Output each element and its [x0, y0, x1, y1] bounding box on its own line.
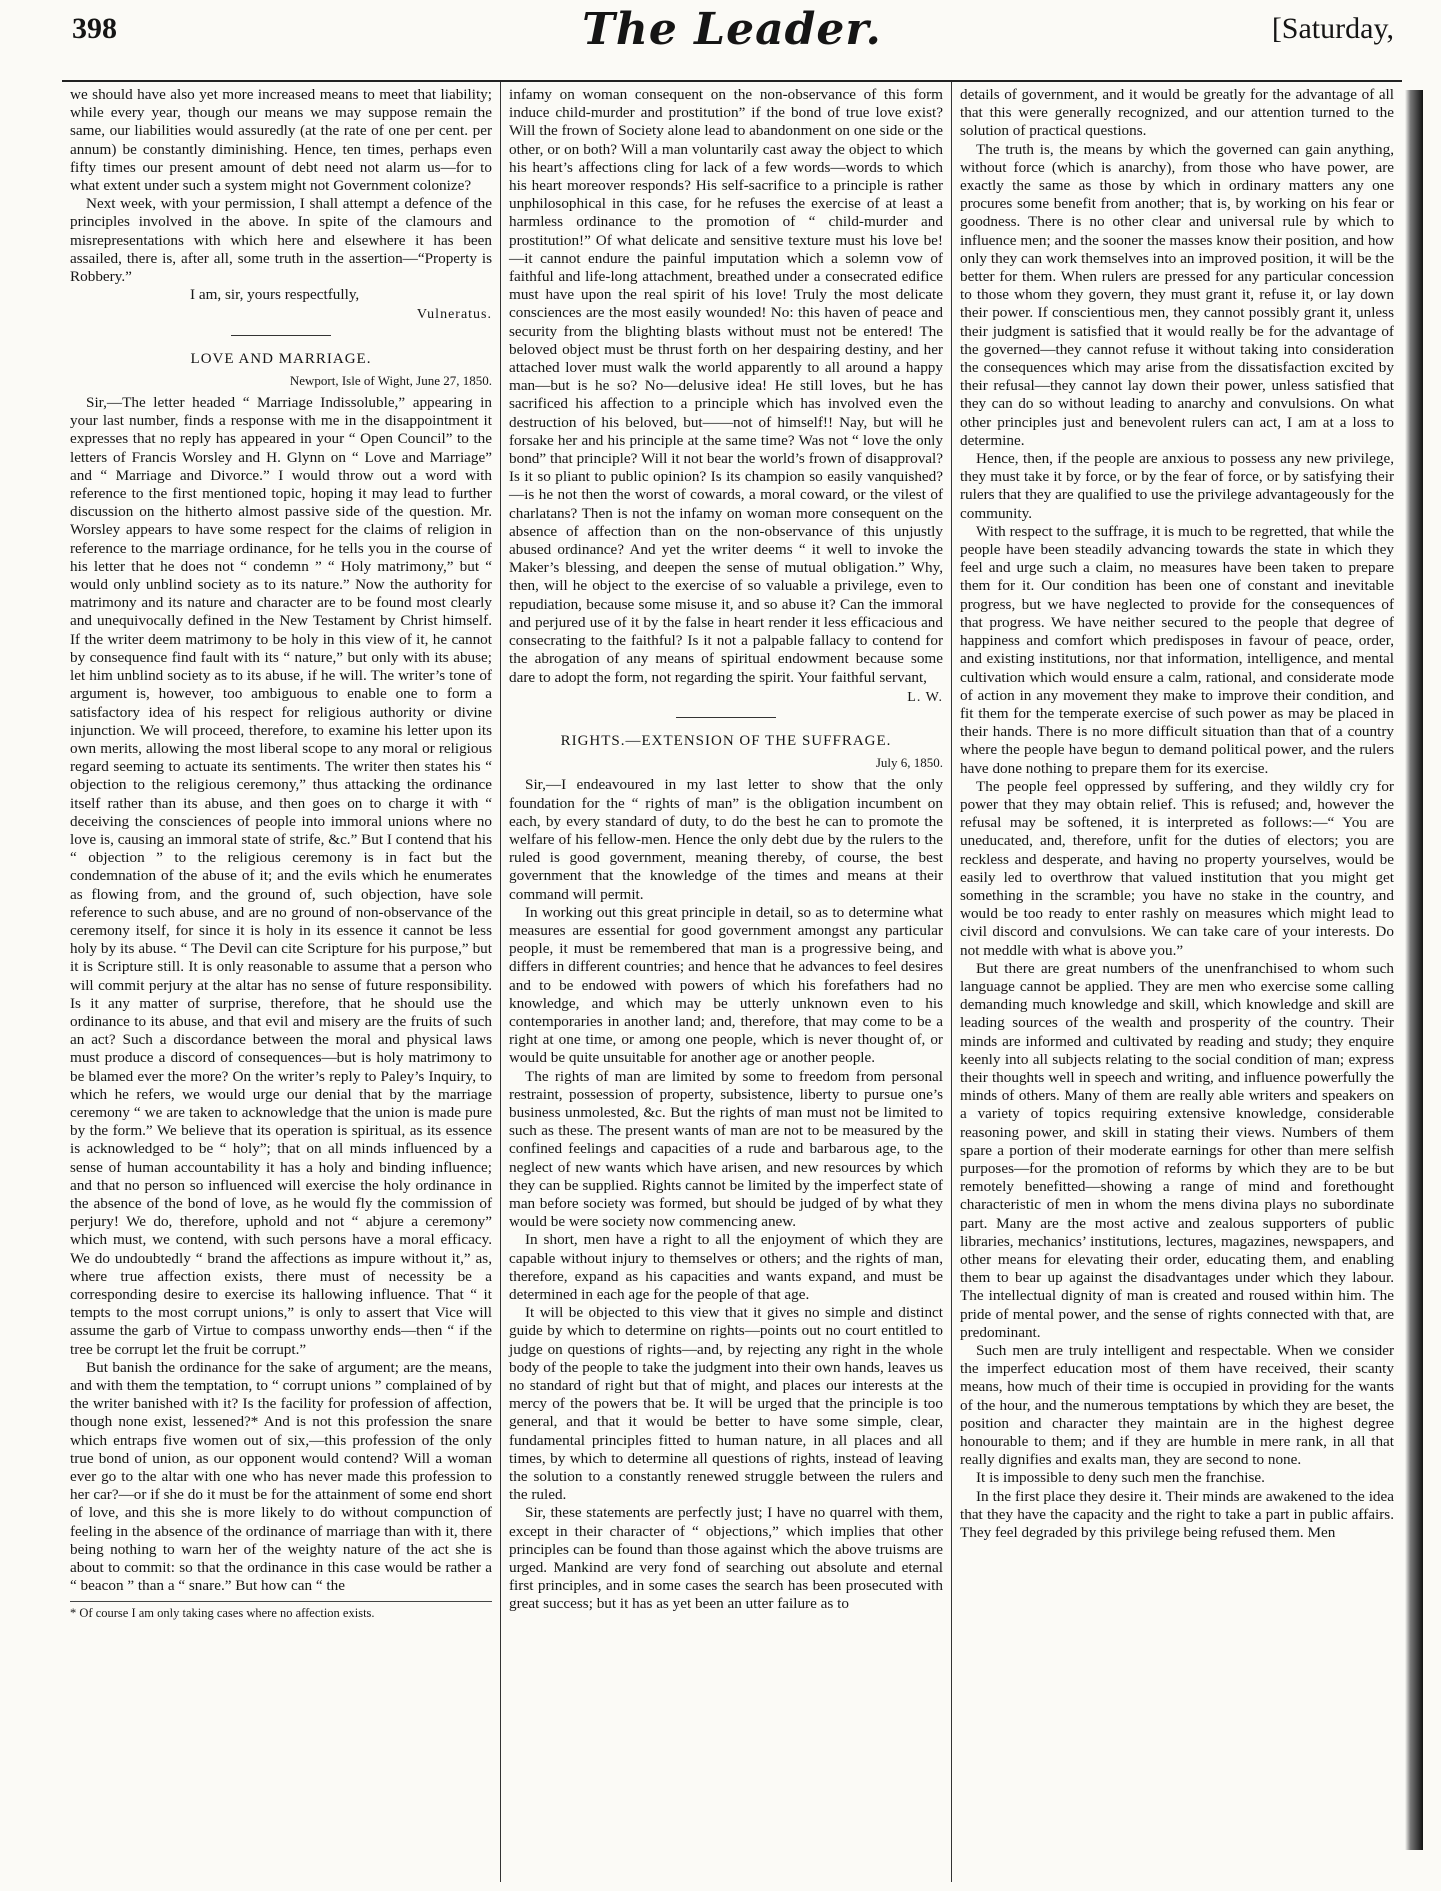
masthead [62, 0, 1402, 78]
column-3 [951, 82, 1402, 1882]
paragraph: In short, men have a right to all the enjoyment of which they are capable without injury to themselves or others; and the rights of man, therefore, expand as his capacities and wants expand, and must be determined in each age for the people of that age. [509, 1231, 943, 1303]
article-heading: LOVE AND MARRIAGE. [190, 350, 372, 367]
paragraph: we should have also yet more increased means to meet that liability; while every year, though our means we may suppose remain the same, our liabilities would assuredly (at the rate of one per cent. per annum) be constantly diminishing. Hence, ten times, perhaps even fifty times our present amount of debt need not alarm us—for to what extent under such a system might not Government colonize? [70, 86, 492, 195]
paragraph: infamy on woman consequent on the non-observance of this form induce child-murder and prostitution” if the bond of true love exist? Will the frown of Society alone lead to abandonment on one side or the other, or on both? Will a man voluntarily cast away the object to which his heart’s affections cling for lack of a few words—words to which his heart moreover responds? His self-sacrifice to a principle is rather unphilosophical in this case, for he refuses the exercise of at least a harmless ordinance to the promotion of “ child-murder and prostitution!” Of what delicate and sensitive texture must his love be!—it cannot endure the painful imputation which a solemn vow of faithful and life-long attachment, breathed under a consecrated edifice must have upon the real spirit of his love! Truly the most delicate consciences are the most easily wounded! No: this haven of peace and security from the blighting blasts without must not be entered! The beloved object must be thrust forth on her despairing destiny, and her attached lover must walk the world apparently to all around a happy man—but is he so? No—delusive idea! He still loves, but he has sacrificed his affection to a principle which has involved even the destruction of his beloved, but——not of himself!! Nay, but will he forsake her and his principle at the same time? Was not “ love the only bond” that principle? Will it not bear the world’s frown of disapproval? Is it so pliant to public opinion? Is its champion so easily vanquished?—is he not then the worst of cowards, a moral coward, or the vilest of charlatans? Then is not the infamy on woman more consequent on the absence of affection than on the non-observance of this unjustly abused ordinance? And yet the writer deems “ it well to invoke the Maker’s blessing, and deepen the sense of mutual obligation.” Why, then, will he object to the exercise of so valuable a privilege, even to repudiation, because some misuse it, and so abuse it? Can the immoral and perjured use of it by the false in heart render it less efficacious and consecrating to the faithful? Is it not a palpable fallacy to contend for the abrogation of any means of spiritual endowment because some dare to adopt the form, not regarding the spirit. Your faithful servant, [509, 86, 943, 686]
paragraph: details of government, and it would be greatly for the advantage of all that this were generally recognized, and our attention turned to the solution of practical questions. [960, 86, 1394, 140]
article-heading: RIGHTS.—EXTENSION OF THE SUFFRAGE. [560, 732, 892, 749]
issue-day: [Saturday, [1271, 12, 1394, 45]
paragraph: With respect to the suffrage, it is much to be regretted, that while the people have been steadily advancing towards the state in which they feel and urge such a claim, no measures have been taken to prepare them for it. Our condition has been one of constant and inevitable progress, but we have neglected to provide for the consequences of that progress. We have neither secured to the people that degree of happiness and comfort which predisposes in favour of peace, order, and existing institutions, nor that information, intelligence, and mental cultivation which would ensure a calm, rational, and considerate mode of action in any movement they make to improve their condition, and fit them for the temperate exercise of such power as may be placed in their hands. There is no more difficult situation than that of a country where the people have begun to demand political power, and the rulers have done nothing to prepare them for its exercise. [960, 522, 1394, 777]
paragraph: Sir,—I endeavoured in my last letter to show that the only foundation for the “ rights of man” is the obligation incumbent on each, by every standard of duty, to do the best he can to promote the welfare of his fellow-men. Hence the only debt due by the rulers to the ruled is good government, meaning thereby, of course, the best government that the knowledge of the times and means at their command will permit. [509, 776, 943, 903]
paragraph: The truth is, the means by which the governed can gain anything, without force (which is anarchy), from those who have power, are exactly the same as those by which in ordinary matters any one procures some benefit from another; that is, by working on his fear or goodness. There is no other clear and universal rule by which to influence men; and the sooner the masses know their position, and how only they can work themselves into an improved position, it will be the better for them. When rulers are pressed for any particular concession to those whom they govern, they must grant it, refuse it, or lay down their power. If conscientious men, they cannot possibly grant it, unless their judgment is satisfied that it would really be for the advantage of the governed—they cannot refuse it without taking into consideration the consequences which may arise from the dissatisfaction excited by their refusal—they cannot lay down their power, unless satisfied that they can do so without leading to anarchy and convulsions. On what other principles just and benevolent rulers can act, I am at a loss to determine. [960, 140, 1394, 449]
page-number: 398 [72, 12, 117, 45]
signature: L. W. [907, 689, 943, 705]
divider [676, 717, 776, 718]
paragraph: Sir,—The letter headed “ Marriage Indissoluble,” appearing in your last number, finds a response with me in the disappointment it expresses that no reply has appeared in your “ Open Council” to the letters of Francis Worsley and H. Glynn on “ Love and Marriage” and “ Marriage and Divorce.” I would throw out a word with reference to the first mentioned topic, hoping it may lead to further discussion on the hitherto almost passive side of the question. Mr. Worsley appears to have some respect for the claims of religion in reference to the marriage ordinance, for he tells you in the course of his letter that he does not “ condemn ” “ Holy matrimony,” but “ would only unblind society as to its nature.” Now the authority for matrimony and its nature and character are to be found most clearly and unequivocally defined in the New Testament by Christ himself. If the writer deem matrimony to be holy in this view of it, he cannot by consequence find fault with its “ nature,” but only with its abuse; let him unblind society as to its abuse, if he will. The writer’s tone of argument is, however, too ambiguous to enable one to form a satisfactory idea of his respect for religious authority or divine injunction. We will proceed, therefore, to examine his letter upon its own merits, allowing the most liberal scope to any moral or religious regard seeming to actuate its sentiments. The writer then states his “ objection to the religious ceremony,” thus attacking the ordinance itself rather than its abuse, and then goes on to charge it with “ deceiving the consciences of people into immoral unions where no love is, causing an immoral state of strife, &c.” But I contend that his “ objection ” to the religious ceremony is in fact but the condemnation of the abuse of it; and the evils which he enumerates as flowing from, and the ground of, such objection, have sole reference to such abuse, and are no ground of non-observance of the ceremony itself, for since it is holy in its essence it cannot be less holy by its abuse. “ The Devil can cite Scripture for his purpose,” but it is Scripture still. It is only reasonable to assume that a person who will commit perjury at the altar has no sense of future responsibility. Is it any matter of surprise, therefore, that he should use the ordinance to its abuse, and that evil and misery are the fruits of such an act? Such a discordance between the moral and physical laws must produce a discord of consequences—but is holy matrimony to be blamed ever the more? On the writer’s reply to Paley’s Inquiry, to which he refers, we would urge our denial that by the marriage ceremony “ we are taken to acknowledge that the union is made pure by the form.” We believe that its operation is spiritual, as its essence is acknowledged to be “ holy”; that on all minds influenced by a sense of human accountability it has a holy and binding influence; and that no person so influenced will exercise the holy ordinance in the absence of the bond of love, as he would fly the commission of perjury! We do, therefore, uphold and not “ abjure a ceremony” which must, we contend, with such persons have a moral efficacy. We do undoubtedly “ brand the affections as impure without it,” as, where true affection exists, there must of necessity be a corresponding desire to exercise its hallowing influence. That “ it tempts to the most corrupt unions,” is only to assert that Vice will assume the garb of Virtue to compass unworthy ends—then “ if the tree be corrupt let the fruit be corrupt.” [70, 394, 492, 1358]
column-2 [500, 82, 951, 1882]
footnote: * Of course I am only taking cases where no affection exists. [70, 1601, 492, 1622]
paragraph: In the first place they desire it. Their minds are awakened to the idea that they have the capacity and the right to take a part in public affairs. They feel degraded by this privilege being refused them. Men [960, 1487, 1394, 1542]
paragraph: But there are great numbers of the unenfranchised to whom such language cannot be applied. They are men who exercise some calling demanding much knowledge and skill, which knowledge and skill are leading sources of the wealth and prosperity of the country. Their minds are informed and cultivated by reading and study; they enquire keenly into all subjects relating to the social condition of man; express their thoughts well in speech and writing, and influence powerfully the minds of others. Many of them are really able writers and speakers on a variety of topics requiring extensive knowledge, considerable reasoning power, and skill in stating their views. Numbers of them spare a portion of their moderate earnings for other than mere selfish purposes—for the promotion of reforms by which they are to be but remotely benefitted—showing a range of mind and forethought characteristic of men in whom the mens divina plays no subordinate part. Many are the most active and zealous supporters of public libraries, mechanics’ institutions, lectures, magazines, newspapers, and other means for elevating their order, educating them, and enabling them to bear up against the disadvantages under which they labour. The intellectual dignity of man is created and roused within him. The pride of mental power, and the sense of rights connected with that, are predominant. [960, 959, 1394, 1341]
paragraph: It is impossible to deny such men the franchise. [976, 1469, 1265, 1487]
paragraph: The rights of man are limited by some to freedom from personal restraint, possession of property, subsistence, liberty to pursue one’s business unmolested, &c. But the rights of man must not be limited to such as these. The present wants of man are not to be measured by the confined feelings and capacities of a rude and barbarous age, to the neglect of new wants which have arisen, and new resources by which they can be supplied. Rights cannot be limited by the imperfect state of man before society was formed, but should be judged of by what they would be were society now commencing anew. [509, 1067, 943, 1231]
newspaper-title: The Leader. [582, 4, 882, 55]
paragraph: The people feel oppressed by suffering, and they wildly cry for power that they may obtain relief. This is refused; and, however the refusal may be softened, it is interpreted as follows:—“ You are uneducated, and, therefore, unfit for the duties of electors; you are reckless and desperate, and having no property yourselves, would be easily led to overthrow that valued institution that you might get something in the scramble; you have no stake in the country, and would be too ready to enter rashly on measures which might lead to civil discord and convulsions. We can take care of your interests. Do not meddle with what is above you.” [960, 777, 1394, 959]
paragraph: Hence, then, if the people are anxious to possess any new privilege, they must take it by force, or by the fear of force, or by satisfying their rulers that they are qualified to use the privilege advantageously for the community. [960, 450, 1394, 522]
paragraph: Sir, these statements are perfectly just; I have no quarrel with them, except in their character of “ objections,” which implies that other principles can be found than those against which the above truisms are urged. Mankind are very fond of searching out absolute and eternal first principles, and in some cases the search has been prosecuted with great success; but it has as yet been an utter failure as to [509, 1504, 943, 1613]
paragraph: In working out this great principle in detail, so as to determine what measures are essential for good government amongst any particular people, it must be remembered that man is a progressive being, and differs in different countries; and hence that he advances to feel desires and to be endowed with powers of which his forefathers had no knowledge, and which may be utterly unknown even to his contemporaries in another land; and, therefore, that may come to be a right at one time, or among one people, which is never thought of, or would be quite unsuitable for another age or another people. [509, 903, 943, 1067]
column-1 [62, 82, 500, 1882]
dateline: Newport, Isle of Wight, June 27, 1850. [289, 372, 492, 388]
page-edge-shadow [1405, 90, 1423, 1850]
page-columns [62, 80, 1402, 1882]
paragraph: I am, sir, yours respectfully, [190, 286, 360, 304]
paragraph: But banish the ordinance for the sake of argument; are the means, and with them the temptation, to “ corrupt unions ” complained of by the writer banished with it? Is the facility for profession of affection, though none exist, lessened?* And is not this profession the snare which entraps five women out of six,—this profession of the only true bond of union, as our opponent would contend? Will a woman ever go to the altar with one who has never made this profession to her car?—or if she do it must be for the attainment of some end short of love, and this she is more likely to do without compunction of feeling in the absence of the ordinance of marriage than with it, there being nothing to warn her of the weighty nature of the act she is about to commit: so that the ordinance in this case would be rather a “ beacon ” than a “ snare.” But how can “ the [70, 1358, 492, 1595]
paragraph: It will be objected to this view that it gives no simple and distinct guide by which to determine on rights—points out no court entitled to judge on questions of rights—and, by rejecting any right in the whole body of the people to take the judgment into their own hands, leaves us no standard of right but that of might, and places our interests at the mercy of the powers that be. It will be urged that the principle is too general, and that it would be better to have some simple, clear, fundamental principles fitted to human nature, in all places and all times, by which to determine all questions of rights, instead of leaving the solution to a constantly renewed struggle between the rulers and the ruled. [509, 1304, 943, 1504]
paragraph: Next week, with your permission, I shall attempt a defence of the principles involved in the above. In spite of the clamours and misrepresentations with which here and elsewhere it has been assailed, there is, after all, some truth in the assertion—“Property is Robbery.” [70, 195, 492, 286]
paragraph: Such men are truly intelligent and respectable. When we consider the imperfect education most of them have received, their scanty means, how much of their time is occupied in providing for the wants of the hour, and the numerous temptations by which they are beset, the position and character they maintain are in the highest degree honourable to them; and if they are humble in mere rank, in all that really dignifies and exalts man, they are second to none. [960, 1342, 1394, 1469]
dateline: July 6, 1850. [875, 755, 943, 771]
signature: Vulneratus. [416, 307, 492, 323]
divider [231, 335, 331, 336]
